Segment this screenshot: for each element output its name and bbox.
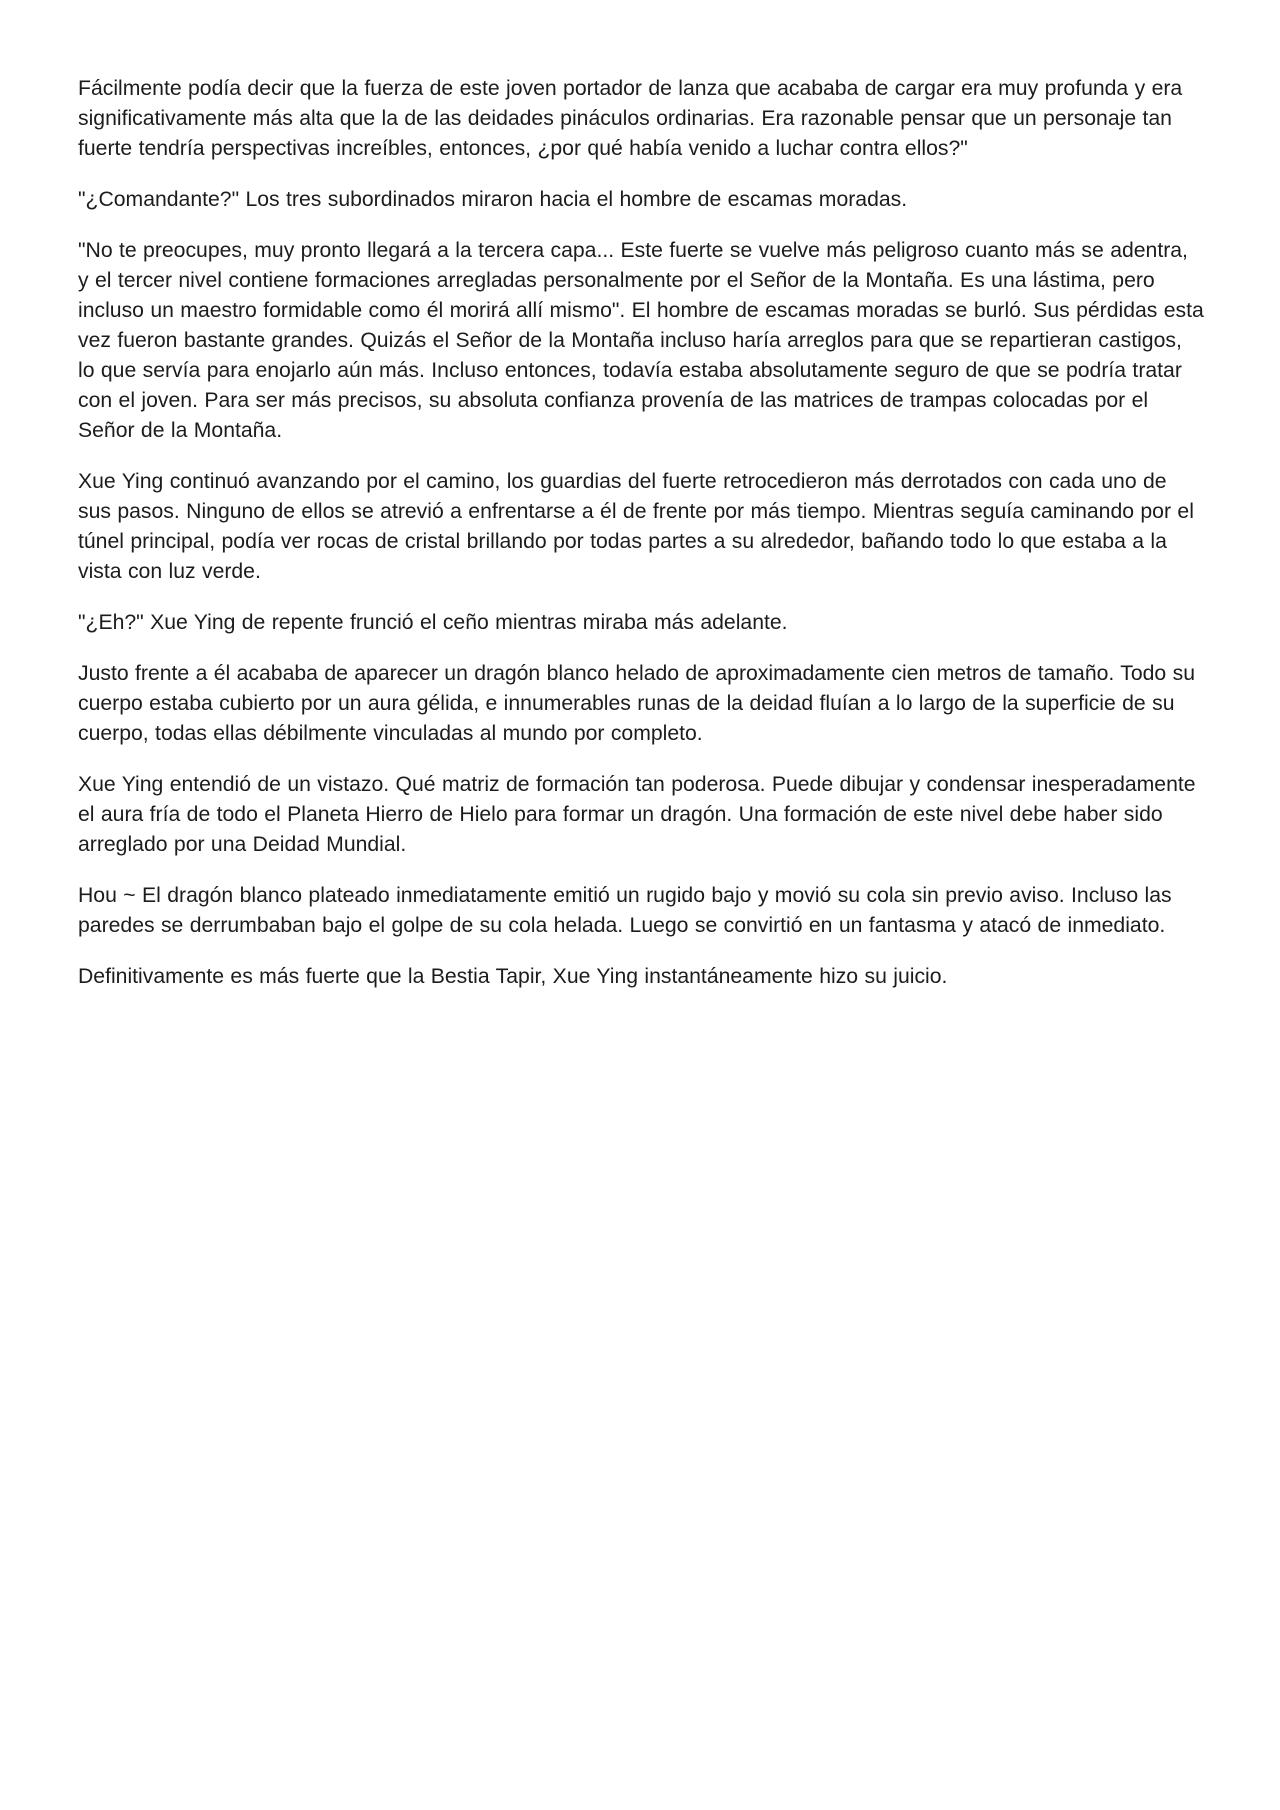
- paragraph-4: Xue Ying continuó avanzando por el camino, los guardias del fuerte retrocedieron más derrotados con cada uno de sus pasos. Ninguno de ellos se atrevió a enfrentarse a él de frente por más tiempo. Mientras seguía caminando por el túnel principal, podía ver rocas de cristal brillando por todas partes a su alrededor, bañando todo lo que estaba a la vista con luz verde.: [78, 470, 1194, 583]
- paragraph-2: "¿Comandante?" Los tres subordinados miraron hacia el hombre de escamas moradas.: [78, 188, 908, 211]
- paragraph-3: "No te preocupes, muy pronto llegará a la tercera capa... Este fuerte se vuelve más peligroso cuanto más se adentra, y el tercer nivel contiene formaciones arregladas personalmente por el Señor de la Montaña. Es una lástima, pero incluso un maestro formidable como él morirá allí mismo". El hombre de escamas moradas se burló. Sus pérdidas esta vez fueron bastante grandes. Quizás el Señor de la Montaña incluso haría arreglos para que se repartieran castigos, lo que servía para enojarlo aún más. Incluso entonces, todavía estaba absolutamente seguro de que se podría tratar con el joven. Para ser más precisos, su absoluta confianza provenía de las matrices de trampas colocadas por el Señor de la Montaña.: [78, 239, 1204, 442]
- paragraph-5: "¿Eh?" Xue Ying de repente frunció el ceño mientras miraba más adelante.: [78, 611, 788, 634]
- paragraph-7: Xue Ying entendió de un vistazo. Qué matriz de formación tan poderosa. Puede dibujar y condensar inesperadamente el aura fría de todo el Planeta Hierro de Hielo para formar un dragón. Una formación de este nivel debe haber sido arreglado por una Deidad Mundial.: [78, 773, 1196, 856]
- paragraph-6: Justo frente a él acababa de aparecer un dragón blanco helado de aproximadamente cien metros de tamaño. Todo su cuerpo estaba cubierto por un aura gélida, e innumerables runas de la deidad fluían a lo largo de la superficie de su cuerpo, todas ellas débilmente vinculadas al mundo por completo.: [78, 662, 1195, 745]
- paragraph-8: Hou ~ El dragón blanco plateado inmediatamente emitió un rugido bajo y movió su cola sin previo aviso. Incluso las paredes se derrumbaban bajo el golpe de su cola helada. Luego se convirtió en un fantasma y atacó de inmediato.: [78, 884, 1172, 937]
- paragraph-9: Definitivamente es más fuerte que la Bestia Tapir, Xue Ying instantáneamente hizo su juicio.: [78, 965, 948, 988]
- paragraph-1: Fácilmente podía decir que la fuerza de este joven portador de lanza que acababa de cargar era muy profunda y era significativamente más alta que la de las deidades pináculos ordinarias. Era razonable pensar que un personaje tan fuerte tendría perspectivas increíbles, entonces, ¿por qué había venido a luchar contra ellos?": [78, 77, 1183, 160]
